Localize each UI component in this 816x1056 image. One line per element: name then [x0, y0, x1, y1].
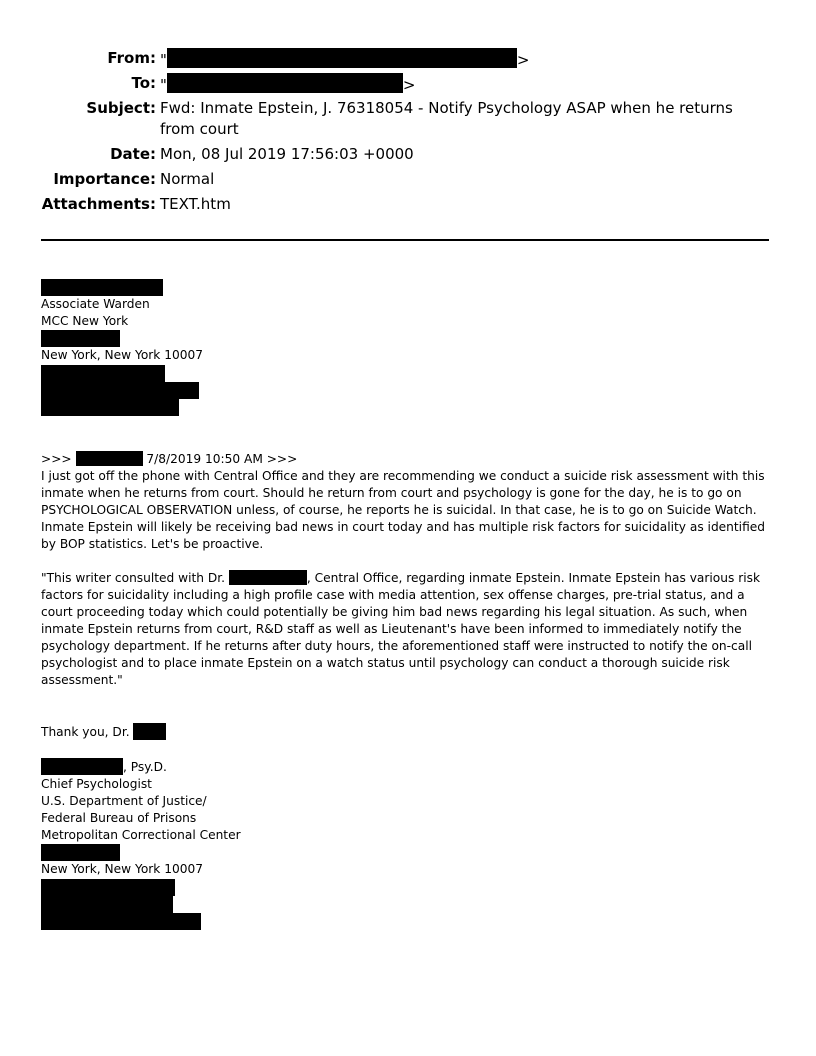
- subject-value: Fwd: Inmate Epstein, J. 76318054 - Notify Psychology ASAP when he returns from court: [160, 99, 733, 138]
- email-header: [0, 48, 816, 219]
- sig2-bureau: Federal Bureau of Prisons: [41, 811, 197, 825]
- to-row: [0, 73, 816, 98]
- attachments-value[interactable]: TEXT.htm: [160, 195, 231, 213]
- thanks-text: Thank you, Dr.: [41, 725, 130, 739]
- forward-prefix: >>>: [41, 452, 72, 466]
- attachments-row: [0, 194, 816, 219]
- to-label: To:: [131, 74, 156, 92]
- from-value: [160, 48, 750, 71]
- redaction-sig2-name: [41, 758, 123, 775]
- redaction-sig1-address: [41, 330, 120, 347]
- sig1-title: Associate Warden: [41, 297, 150, 311]
- forward-quote-paragraph: [41, 570, 776, 689]
- redaction-to-address: [167, 73, 403, 93]
- sig1-name-line: [41, 279, 776, 296]
- from-row: [0, 48, 816, 73]
- redaction-thanks-doctor: [133, 723, 166, 740]
- subject-row: [0, 98, 816, 144]
- redaction-forward-sender: [76, 451, 143, 466]
- date-label: Date:: [110, 145, 156, 163]
- sig1-city: New York, New York 10007: [41, 348, 204, 362]
- forward-header-line: [41, 451, 776, 468]
- redaction-sig2-address: [41, 844, 120, 861]
- to-value: [160, 73, 750, 96]
- importance-label: Importance:: [53, 170, 156, 188]
- redaction-from-address: [167, 48, 517, 68]
- sig1-address-line: [41, 330, 776, 347]
- from-open-quote: ": [160, 51, 167, 69]
- header-divider: [41, 239, 769, 241]
- from-close-bracket: >: [516, 51, 530, 69]
- importance-value: Normal: [160, 170, 215, 188]
- to-close-bracket: >: [402, 76, 416, 94]
- sig2-city: New York, New York 10007: [41, 862, 204, 876]
- sig2-credential: , Psy.D.: [123, 760, 167, 774]
- from-label: From:: [107, 49, 156, 67]
- redaction-sig1-contact: [41, 365, 776, 416]
- importance-row: [0, 169, 816, 194]
- redaction-consulted-doctor: [229, 570, 307, 585]
- sig2-title: Chief Psychologist: [41, 777, 152, 791]
- attachments-label: Attachments:: [41, 195, 156, 213]
- quote-after: , Central Office, regarding inmate Epstein. Inmate Epstein has various risk factors for suicidality including a high profile case with media attention, sex offense charges, pre-trial status, and a court proceeding today which could potentially be giving him bad news regarding his legal situation. As such, when inmate Epstein returns from court, R&D staff as well as Lieutenant's have been informed to immediately notify the psychology department. If he returns after duty hours, the aforementioned staff were instructed to notify the on-call psychologist and to place inmate Epstein on a watch status until psychology can conduct a thorough suicide risk assessment.": [41, 571, 761, 687]
- sig2-address-line: [41, 844, 776, 861]
- to-open-quote: ": [160, 76, 167, 94]
- subject-label: Subject:: [86, 99, 156, 117]
- redaction-sig1-name: [41, 279, 163, 296]
- forward-paragraph-1: I just got off the phone with Central Office and they are recommending we conduct a suicide risk assessment with this inmate when he returns from court. Should he return from court and psychology is gone for the day, he is to go on PSYCHOLOGICAL OBSERVATION unless, of course, he reports he is suicidal. In that case, he is to go on Suicide Watch. Inmate Epstein will likely be receiving bad news in court today and has multiple risk factors for suicidality as identified by BOP statistics. Let's be proactive.: [41, 469, 765, 551]
- forward-timestamp: 7/8/2019 10:50 AM >>>: [146, 452, 298, 466]
- email-body: [41, 279, 776, 930]
- date-value: Mon, 08 Jul 2019 17:56:03 +0000: [160, 145, 414, 163]
- quote-before: "This writer consulted with Dr.: [41, 571, 226, 585]
- sig1-org: MCC New York: [41, 314, 129, 328]
- redaction-sig2-contact: [41, 879, 776, 930]
- sig2-name-line: [41, 758, 776, 776]
- date-row: [0, 144, 816, 169]
- thanks-line: [41, 723, 776, 741]
- sig2-center: Metropolitan Correctional Center: [41, 828, 241, 842]
- sig2-dept: U.S. Department of Justice/: [41, 794, 207, 808]
